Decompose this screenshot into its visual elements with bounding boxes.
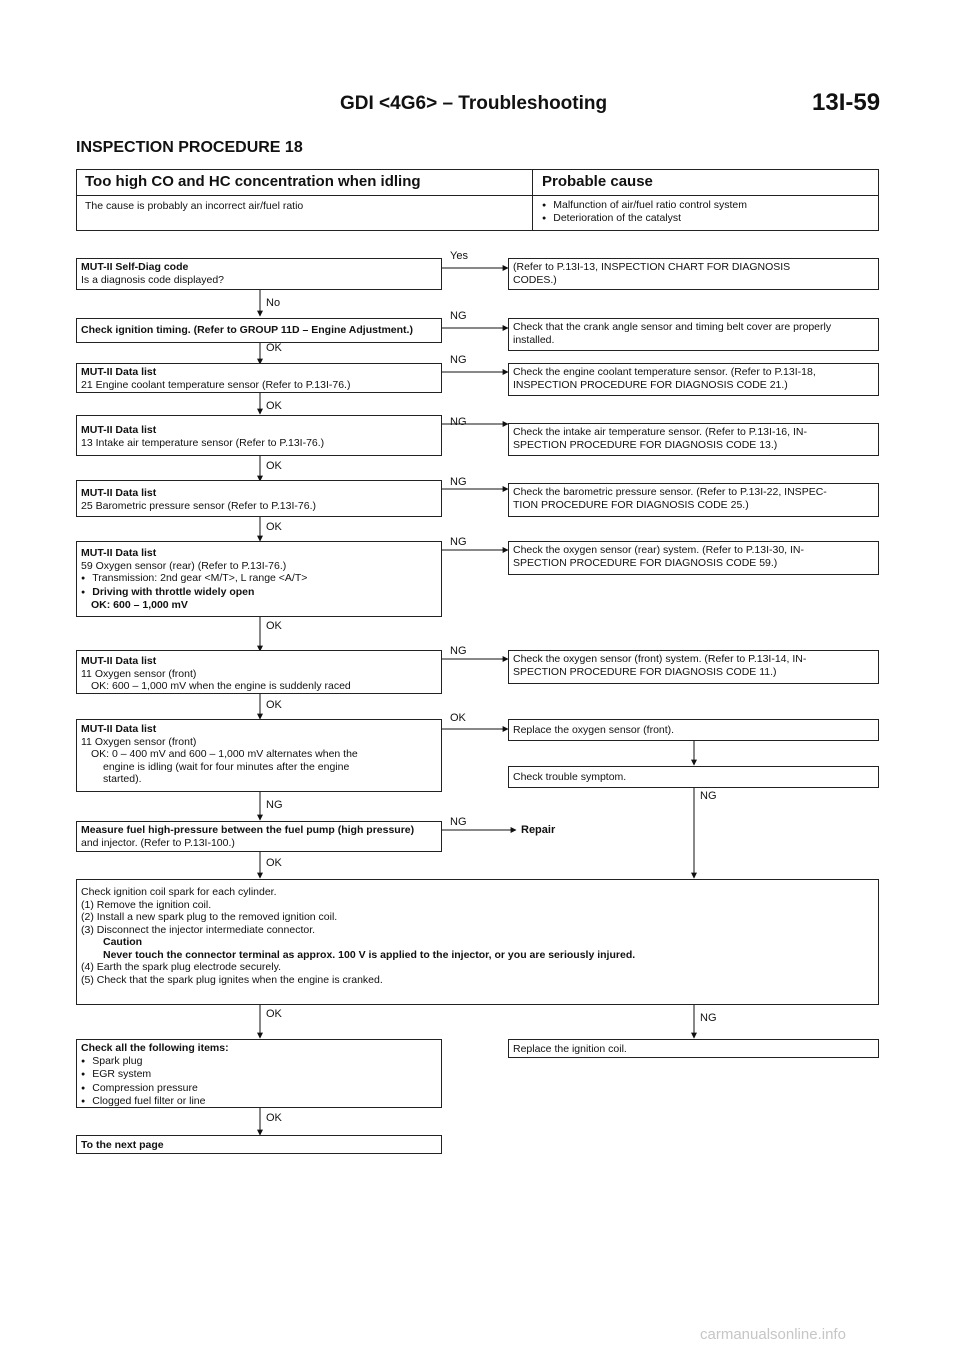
step-line: ● Compression pressure (81, 1082, 437, 1096)
step-line: ● Transmission: 2nd gear <M/T>, L range <A/T> (81, 572, 437, 586)
step-line: ● Spark plug (81, 1055, 437, 1069)
result-oxygen-rear (508, 541, 879, 575)
step-line: MUT-II Self-Diag code (81, 261, 189, 273)
result-line: installed. (513, 333, 555, 346)
step-line: Is a diagnosis code displayed? (81, 273, 225, 286)
step-line: Check ignition timing. (Refer to GROUP 11D – Engine Adjustment.) (81, 324, 413, 336)
step-line: (2) Install a new spark plug to the removed ignition coil. (81, 911, 338, 923)
result-check-symptom (508, 766, 879, 788)
caution-text: Never touch the connector terminal as approx. 100 V is applied to the injector, or you are seriously injured. (103, 948, 636, 961)
step-line: Measure fuel high-pressure between the fuel pump (high pressure) (81, 824, 415, 836)
result-line: Check the oxygen sensor (front) system. (Refer to P.13I-14, IN- (513, 653, 807, 665)
result-line: SPECTION PROCEDURE FOR DIAGNOSIS CODE 59.) (513, 556, 778, 569)
step-fuel-pressure (76, 821, 442, 852)
label-ng: NG (266, 799, 283, 811)
result-intake-sensor (508, 423, 879, 456)
result-line: Check the engine coolant temperature sensor. (Refer to P.13I-18, (513, 366, 816, 378)
result-line: INSPECTION PROCEDURE FOR DIAGNOSIS CODE 21.) (513, 378, 788, 391)
step-oxygen-front-race (76, 650, 442, 694)
caution-label: Caution (103, 936, 143, 948)
result-line: (Refer to P.13I-13, INSPECTION CHART FOR DIAGNOSIS (513, 261, 791, 273)
step-line: (1) Remove the ignition coil. (81, 898, 212, 911)
result-line: Check the oxygen sensor (rear) system. (Refer to P.13I-30, IN- (513, 544, 805, 556)
step-oxygen-front-idle (76, 719, 442, 792)
step-line: MUT-II Data list (81, 424, 157, 436)
step-ignition-timing (76, 318, 442, 343)
step-line: (5) Check that the spark plug ignites when the engine is cranked. (81, 973, 383, 986)
step-line: MUT-II Data list (81, 487, 157, 499)
label-ok: OK (450, 712, 466, 724)
label-ng: NG (450, 476, 467, 488)
step-line: (3) Disconnect the injector intermediate connector. (81, 923, 316, 936)
step-line: 21 Engine coolant temperature sensor (Refer to P.13I-76.) (81, 378, 351, 391)
result-line: Replace the ignition coil. (513, 1043, 627, 1055)
table-left-heading: Too high CO and HC concentration when idling (77, 170, 533, 196)
result-replace-oxygen (508, 719, 879, 741)
step-coolant-temp (76, 363, 442, 393)
step-line: 11 Oxygen sensor (front) (81, 735, 197, 748)
step-line: MUT-II Data list (81, 723, 157, 735)
step-ignition-spark (76, 879, 879, 1005)
label-ng: NG (700, 1012, 717, 1024)
step-line: OK: 0 – 400 mV and 600 – 1,000 mV alternates when the (91, 748, 358, 760)
label-ok: OK (266, 1112, 282, 1124)
result-crank-sensor (508, 318, 879, 351)
label-ok: OK (266, 400, 282, 412)
page-title: GDI <4G6> – Troubleshooting (340, 93, 608, 114)
label-ok: OK (266, 620, 282, 632)
table-left-text: The cause is probably an incorrect air/fuel ratio (77, 196, 533, 230)
step-check-items (76, 1039, 442, 1108)
result-diag-chart (508, 258, 879, 290)
step-line: ● Clogged fuel filter or line (81, 1095, 437, 1109)
result-oxygen-front (508, 650, 879, 684)
step-line: MUT-II Data list (81, 547, 157, 559)
result-coolant-sensor (508, 363, 879, 396)
step-line: 13 Intake air temperature sensor (Refer to P.13I-76.) (81, 436, 325, 449)
label-ok: OK (266, 1008, 282, 1020)
label-ng: NG (700, 790, 717, 802)
step-line: OK: 600 – 1,000 mV when the engine is suddenly raced (91, 680, 351, 692)
label-ng: NG (450, 416, 467, 428)
label-ng: NG (450, 310, 467, 322)
step-line: engine is idling (wait for four minutes after the engine (103, 760, 350, 773)
result-repair: Repair (521, 824, 556, 836)
result-line: SPECTION PROCEDURE FOR DIAGNOSIS CODE 11.) (513, 665, 777, 678)
label-ok: OK (266, 460, 282, 472)
result-barometric-sensor (508, 483, 879, 517)
cause-item: ● Malfunction of air/fuel ratio control system (542, 199, 869, 212)
label-ok: OK (266, 521, 282, 533)
step-intake-air-temp (76, 415, 442, 456)
step-line: OK: 600 – 1,000 mV (91, 599, 188, 611)
step-line: MUT-II Data list (81, 655, 157, 667)
label-no: No (266, 297, 281, 309)
page-number: 13I-59 (812, 89, 881, 116)
section-title: INSPECTION PROCEDURE 18 (76, 139, 303, 156)
step-next-page (76, 1135, 442, 1154)
step-line: ● EGR system (81, 1068, 437, 1082)
footer-watermark: carmanualsonline.info (700, 1326, 846, 1343)
label-ng: NG (450, 645, 467, 657)
result-line: Check the intake air temperature sensor. (Refer to P.13I-16, IN- (513, 426, 807, 438)
result-line: CODES.) (513, 273, 557, 286)
result-line: TION PROCEDURE FOR DIAGNOSIS CODE 25.) (513, 498, 749, 511)
table-right-heading: Probable cause (533, 170, 878, 196)
step-line: started). (103, 773, 142, 785)
step-line: 59 Oxygen sensor (rear) (Refer to P.13I-76.) (81, 559, 287, 572)
label-ng: NG (450, 816, 467, 828)
result-line: Check the barometric pressure sensor. (Refer to P.13I-22, INSPEC- (513, 486, 827, 498)
step-line: (4) Earth the spark plug electrode securely. (81, 961, 281, 973)
label-ok: OK (266, 699, 282, 711)
step-line: 11 Oxygen sensor (front) (81, 667, 197, 680)
step-line: ● Driving with throttle widely open (81, 586, 437, 600)
result-line: SPECTION PROCEDURE FOR DIAGNOSIS CODE 13.) (513, 438, 778, 451)
label-ng: NG (450, 536, 467, 548)
result-replace-coil (508, 1039, 879, 1058)
step-line: and injector. (Refer to P.13I-100.) (81, 836, 235, 849)
result-line: Replace the oxygen sensor (front). (513, 724, 675, 736)
step-line: To the next page (81, 1139, 164, 1151)
step-self-diag (76, 258, 442, 290)
step-line: 25 Barometric pressure sensor (Refer to P.13I-76.) (81, 499, 316, 512)
step-barometric (76, 480, 442, 517)
cause-item: ● Deterioration of the catalyst (542, 212, 869, 225)
label-ng: NG (450, 354, 467, 366)
step-line: MUT-II Data list (81, 366, 157, 378)
label-yes: Yes (450, 250, 468, 262)
label-ok: OK (266, 857, 282, 869)
step-oxygen-rear (76, 541, 442, 617)
label-ok: OK (266, 342, 282, 354)
result-line: Check that the crank angle sensor and timing belt cover are properly (513, 321, 832, 333)
result-line: Check trouble symptom. (513, 771, 627, 783)
step-line: Check ignition coil spark for each cylinder. (81, 886, 277, 898)
step-line: Check all the following items: (81, 1042, 229, 1054)
